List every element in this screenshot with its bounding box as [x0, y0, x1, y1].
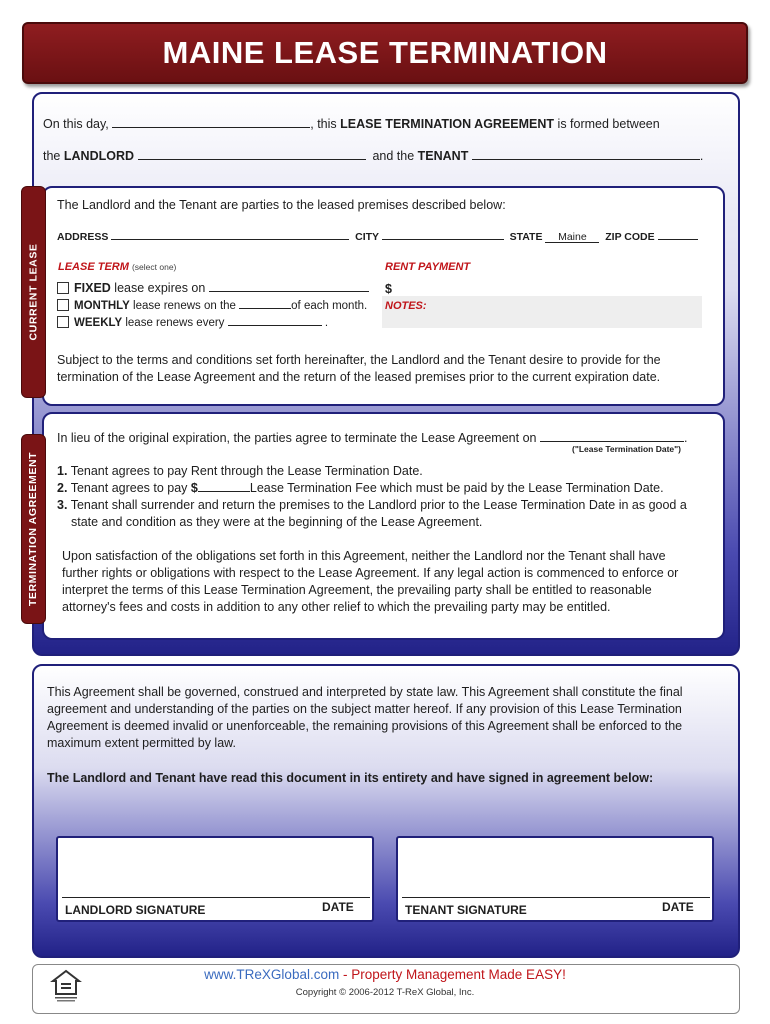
fixed-date-field[interactable]	[209, 280, 369, 292]
website-link[interactable]: www.TReXGlobal.com	[204, 967, 340, 982]
termination-fee-field[interactable]	[198, 480, 250, 492]
agreement-name: LEASE TERMINATION AGREEMENT	[340, 117, 555, 131]
city-label: CITY	[355, 231, 379, 243]
current-lease-tab-label: CURRENT LEASE	[27, 243, 40, 341]
subject-line-2: termination of the Lease Agreement and the return of the leased premises prior to the current expiration date.	[57, 370, 661, 384]
footer-tagline: Property Management Made EASY!	[351, 967, 566, 982]
term-2-num: 2.	[57, 481, 68, 495]
notes-box[interactable]	[382, 296, 702, 328]
state-label: STATE	[509, 231, 543, 243]
state-field[interactable]: Maine	[545, 231, 599, 243]
governing-line-1: This Agreement shall be governed, construed and interpreted by state law. This Agreement shall constitute the final	[47, 685, 683, 699]
tenant-label: TENANT	[417, 149, 469, 163]
parties-text: The Landlord and the Tenant are parties to the leased premises described below:	[57, 198, 506, 212]
monthly-option[interactable]	[57, 297, 367, 312]
lieu-period: .	[683, 431, 688, 445]
termination-date-caption: ("Lease Termination Date")	[572, 444, 681, 454]
termination-agreement-tab	[21, 434, 46, 624]
on-this-day-text: On this day,	[43, 117, 109, 131]
tenant-signature-line	[402, 897, 710, 898]
tenant-signature-box[interactable]	[396, 836, 714, 922]
date-field[interactable]	[112, 116, 310, 128]
rent-payment-label: RENT PAYMENT	[385, 261, 471, 273]
fixed-bold: FIXED	[74, 281, 111, 295]
term-3-text-b: state and condition as they were at the beginning of the Lease Agreement.	[71, 515, 483, 529]
fixed-option[interactable]	[57, 280, 369, 296]
period-text: .	[699, 149, 704, 163]
landlord-date-label: DATE	[322, 900, 354, 914]
term-3-text-a: Tenant shall surrender and return the premises to the Landlord prior to the Lease Termination Date in as good a	[70, 498, 687, 512]
page-title: MAINE LEASE TERMINATION	[162, 35, 608, 70]
governing-paragraph	[47, 684, 683, 752]
fixed-text: lease expires on	[114, 281, 206, 295]
tenant-name-field[interactable]	[472, 148, 700, 160]
landlord-signature-label: LANDLORD SIGNATURE	[65, 903, 206, 917]
address-label: ADDRESS	[57, 231, 109, 243]
termination-tab-label: TERMINATION AGREEMENT	[27, 451, 40, 607]
fixed-checkbox[interactable]	[57, 282, 69, 294]
address-row	[57, 228, 698, 244]
weekly-option[interactable]	[57, 314, 328, 329]
term-1-text: Tenant agrees to pay Rent through the Lease Termination Date.	[70, 464, 423, 478]
governing-line-3: Agreement is deemed invalid or unenforceable, the remaining provisions of this Agreement shall be enforced to the	[47, 719, 683, 733]
lease-term-heading	[58, 261, 176, 273]
subject-paragraph	[57, 352, 661, 386]
monthly-day-field[interactable]	[239, 297, 291, 309]
weekly-suffix: .	[324, 317, 329, 329]
term-2-text-b: Lease Termination Fee which must be paid by the Lease Termination Date.	[249, 481, 664, 495]
zip-field[interactable]	[658, 228, 698, 240]
monthly-suffix: of each month.	[291, 300, 368, 312]
governing-line-2: agreement and understanding of the parties on the subject matter hereof. If any provision of this Lease Termination	[47, 702, 682, 716]
landlord-signature-line	[62, 897, 370, 898]
tenant-date-label: DATE	[662, 900, 694, 914]
intro-line-1	[43, 116, 660, 132]
lieu-text: In lieu of the original expiration, the parties agree to terminate the Lease Agreement on	[57, 431, 537, 445]
rent-dollar-sign: $	[385, 282, 392, 296]
governing-line-4: maximum extent permitted by law.	[47, 736, 236, 750]
term-item-3	[57, 497, 687, 514]
weekly-bold: WEEKLY	[74, 317, 123, 329]
the-text: the	[43, 149, 61, 163]
current-lease-tab	[21, 186, 46, 398]
rent-dollar	[385, 281, 695, 297]
city-field[interactable]	[382, 228, 504, 240]
term-item-1	[57, 463, 687, 480]
subject-line-1: Subject to the terms and conditions set forth hereinafter, the Landlord and the Tenant desire to provide for the	[57, 353, 661, 367]
upon-line-4: attorney's fees and costs in addition to any other relief to which the prevailing party may be entitled.	[62, 600, 611, 614]
term-1-num: 1.	[57, 464, 68, 478]
title-banner	[22, 22, 748, 84]
intro-line-2	[43, 148, 703, 164]
address-field[interactable]	[111, 228, 349, 240]
intro-this-text: , this	[310, 117, 337, 131]
notes-label: NOTES:	[385, 300, 427, 312]
landlord-label: LANDLORD	[63, 149, 135, 163]
footer-separator: -	[339, 967, 352, 982]
term-2-dollar: $	[190, 481, 198, 495]
weekly-checkbox[interactable]	[57, 316, 69, 328]
weekly-text: lease renews every	[125, 317, 225, 329]
term-item-2	[57, 480, 687, 497]
upon-line-2: further rights or obligations with respect to the Lease Agreement. If any legal action is commenced to enforce or	[62, 566, 679, 580]
formed-between-text: is formed between	[557, 117, 660, 131]
monthly-text: lease renews on the	[133, 300, 236, 312]
tenant-signature-label: TENANT SIGNATURE	[405, 903, 527, 917]
and-the-text: and the	[372, 149, 415, 163]
zip-label: ZIP CODE	[605, 231, 655, 243]
upon-paragraph	[62, 548, 678, 616]
terms-list	[57, 463, 687, 531]
weekly-day-field[interactable]	[228, 314, 322, 326]
landlord-signature-box[interactable]	[56, 836, 374, 922]
upon-line-3: interpret the terms of this Lease Termination Agreement, the prevailing party shall be entitled to reasonable	[62, 583, 652, 597]
copyright: Copyright © 2006-2012 T-ReX Global, Inc.	[295, 987, 475, 998]
upon-line-1: Upon satisfaction of the obligations set forth in this Agreement, neither the Landlord nor the Tenant shall have	[62, 549, 666, 563]
landlord-name-field[interactable]	[138, 148, 366, 160]
term-3-num: 3.	[57, 498, 68, 512]
select-one-note: (select one)	[131, 262, 177, 272]
read-statement: The Landlord and Tenant have read this document in its entirety and have signed in agreement below:	[47, 771, 654, 785]
footer-tagline-row	[0, 967, 770, 982]
termination-date-field[interactable]	[540, 430, 684, 442]
lease-term-label: LEASE TERM	[58, 261, 129, 273]
term-2-text-a: Tenant agrees to pay	[70, 481, 188, 495]
rent-amount-field[interactable]	[395, 281, 695, 293]
monthly-bold: MONTHLY	[74, 300, 130, 312]
monthly-checkbox[interactable]	[57, 299, 69, 311]
